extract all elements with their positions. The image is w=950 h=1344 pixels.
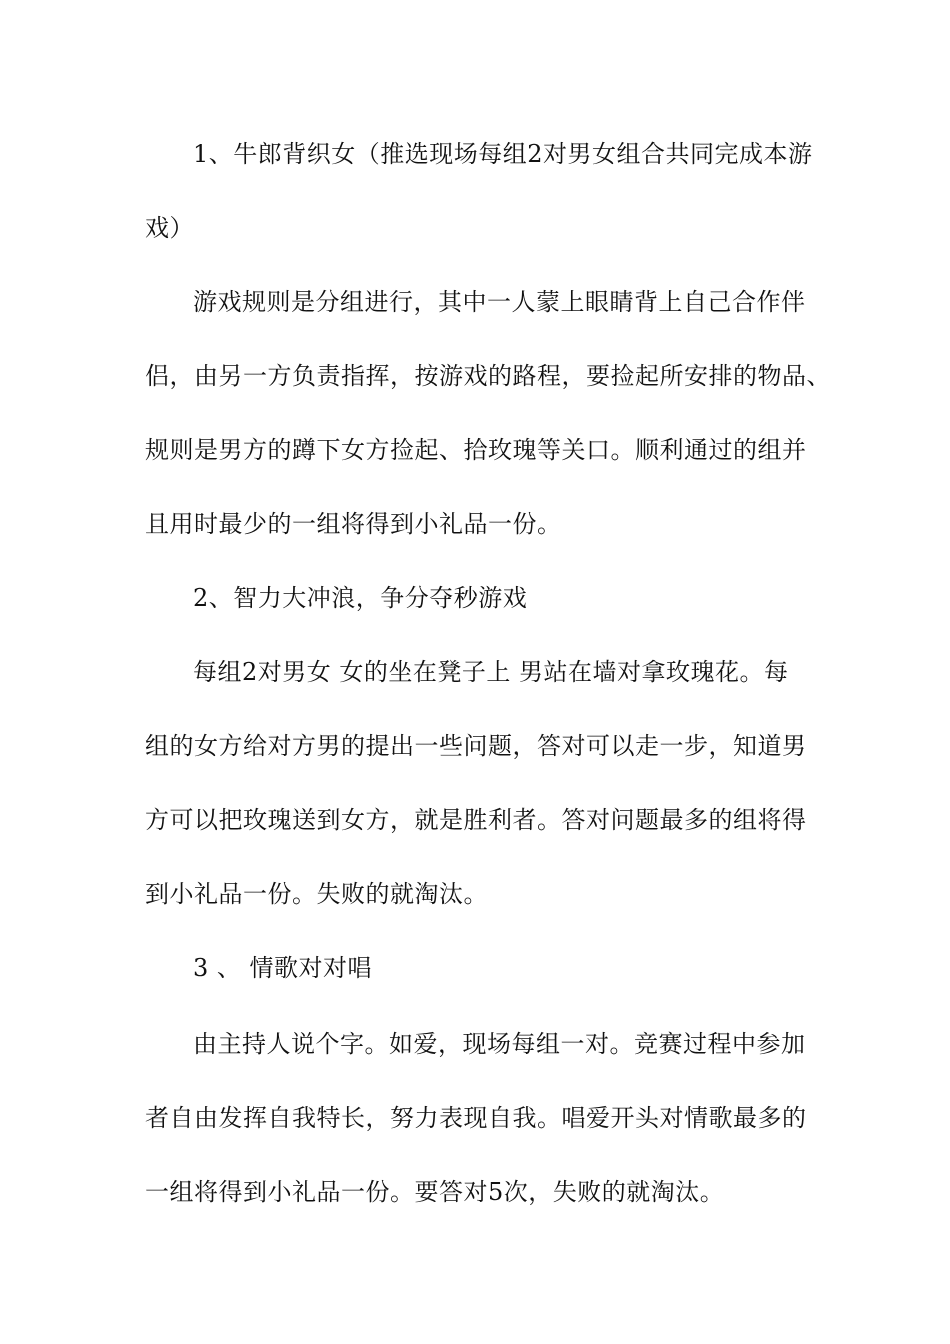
section-1-paragraph-line-4: 且用时最少的一组将得到小礼品一份。 — [145, 510, 562, 538]
section-1-heading-line-1: 1、牛郎背织女（推选现场每组2对男女组合共同完成本游 — [193, 140, 813, 168]
section-3-paragraph-line-1: 由主持人说个字。如爱，现场每组一对。竞赛过程中参加 — [193, 1030, 806, 1058]
section-1-paragraph-line-3: 规则是男方的蹲下女方捡起、拾玫瑰等关口。顺利通过的组并 — [145, 436, 807, 464]
section-2-heading: 2、智力大冲浪，争分夺秒游戏 — [193, 584, 528, 612]
section-2-paragraph-line-2: 组的女方给对方男的提出一些问题，答对可以走一步，知道男 — [145, 732, 807, 760]
section-3-paragraph-line-3: 一组将得到小礼品一份。要答对5次，失败的就淘汰。 — [145, 1178, 725, 1206]
section-2-paragraph-line-4: 到小礼品一份。失败的就淘汰。 — [145, 880, 488, 908]
section-1-paragraph-line-2: 侣，由另一方负责指挥，按游戏的路程，要捡起所安排的物品、 — [145, 362, 831, 390]
section-3-paragraph-line-2: 者自由发挥自我特长，努力表现自我。唱爱开头对情歌最多的 — [145, 1104, 807, 1132]
section-3-heading: 3 、 情歌对对唱 — [193, 954, 373, 982]
section-2-paragraph-line-1: 每组2对男女 女的坐在凳子上 男站在墙对拿玫瑰花。每 — [193, 658, 789, 686]
section-1-heading-line-2: 戏） — [145, 214, 194, 242]
section-1-paragraph-line-1: 游戏规则是分组进行，其中一人蒙上眼睛背上自己合作伴 — [193, 288, 806, 316]
section-2-paragraph-line-3: 方可以把玫瑰送到女方，就是胜利者。答对问题最多的组将得 — [145, 806, 807, 834]
